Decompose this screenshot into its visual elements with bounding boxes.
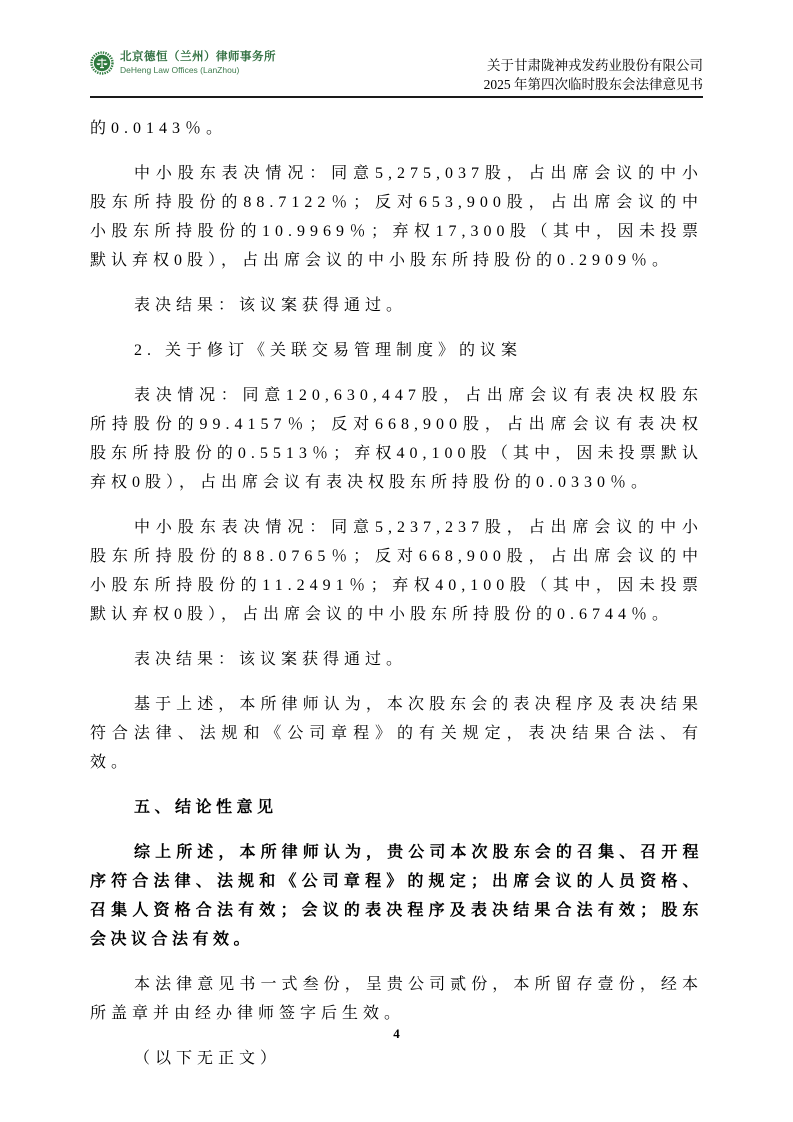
- firm-identity: [90, 50, 276, 76]
- paragraph: 的0.0143％。: [90, 120, 228, 137]
- firm-names: [120, 50, 276, 76]
- paragraph: （以下无正文）: [134, 1050, 282, 1067]
- document-title-line2: 2025 年第四次临时股东会法律意见书: [483, 77, 703, 92]
- paragraph: 2. 关于修订《关联交易管理制度》的议案: [134, 342, 523, 359]
- paragraph: 五、结论性意见: [134, 799, 278, 816]
- paragraph: 中小股东表决情况：同意5,237,237股，占出席会议的中小股东所持股份的88.0765％；反对668,900股，占出席会议的中小股东所持股份的11.2491％；弃权40,100股（其中，因未投票默认弃权0股），占出席会议的中小股东所持股份的0.6744％。: [90, 519, 703, 623]
- firm-name-english: DeHeng Law Offices (LanZhou): [120, 65, 240, 75]
- page-header: [90, 50, 703, 98]
- document-body: [90, 114, 703, 1089]
- firm-name-chinese: 北京德恒（兰州）律师事务所: [120, 51, 276, 63]
- page-number: 4: [393, 1026, 400, 1041]
- paragraph: 表决结果：该议案获得通过。: [134, 651, 408, 668]
- paragraph: 中小股东表决情况：同意5,275,037股，占出席会议的中小股东所持股份的88.7122％；反对653,900股，占出席会议的中小股东所持股份的10.9969％；弃权17,300股（其中，因未投票默认弃权0股），占出席会议的中小股东所持股份的0.2909％。: [90, 165, 703, 269]
- document-title-line1: 关于甘肃陇神戎发药业股份有限公司: [487, 58, 703, 73]
- paragraph: 综上所述，本所律师认为，贵公司本次股东会的召集、召开程序符合法律、法规和《公司章程》的规定；出席会议的人员资格、召集人资格合法有效；会议的表决程序及表决结果合法有效；股东会决议合法有效。: [90, 844, 703, 948]
- page-footer: [0, 1026, 793, 1042]
- paragraph: 本法律意见书一式叁份，呈贵公司贰份，本所留存壹份，经本所盖章并由经办律师签字后生效。: [90, 976, 703, 1022]
- paragraph: 表决情况：同意120,630,447股，占出席会议有表决权股东所持股份的99.4157％；反对668,900股，占出席会议有表决权股东所持股份的0.5513％；弃权40,100股（其中，因未投票默认弃权0股），占出席会议有表决权股东所持股份的0.0330％。: [90, 387, 703, 491]
- document-title: [484, 50, 703, 94]
- paragraph: 表决结果：该议案获得通过。: [134, 297, 408, 314]
- deheng-emblem-icon: [90, 51, 114, 75]
- paragraph: 基于上述，本所律师认为，本次股东会的表决程序及表决结果符合法律、法规和《公司章程》的有关规定，表决结果合法、有效。: [90, 696, 703, 771]
